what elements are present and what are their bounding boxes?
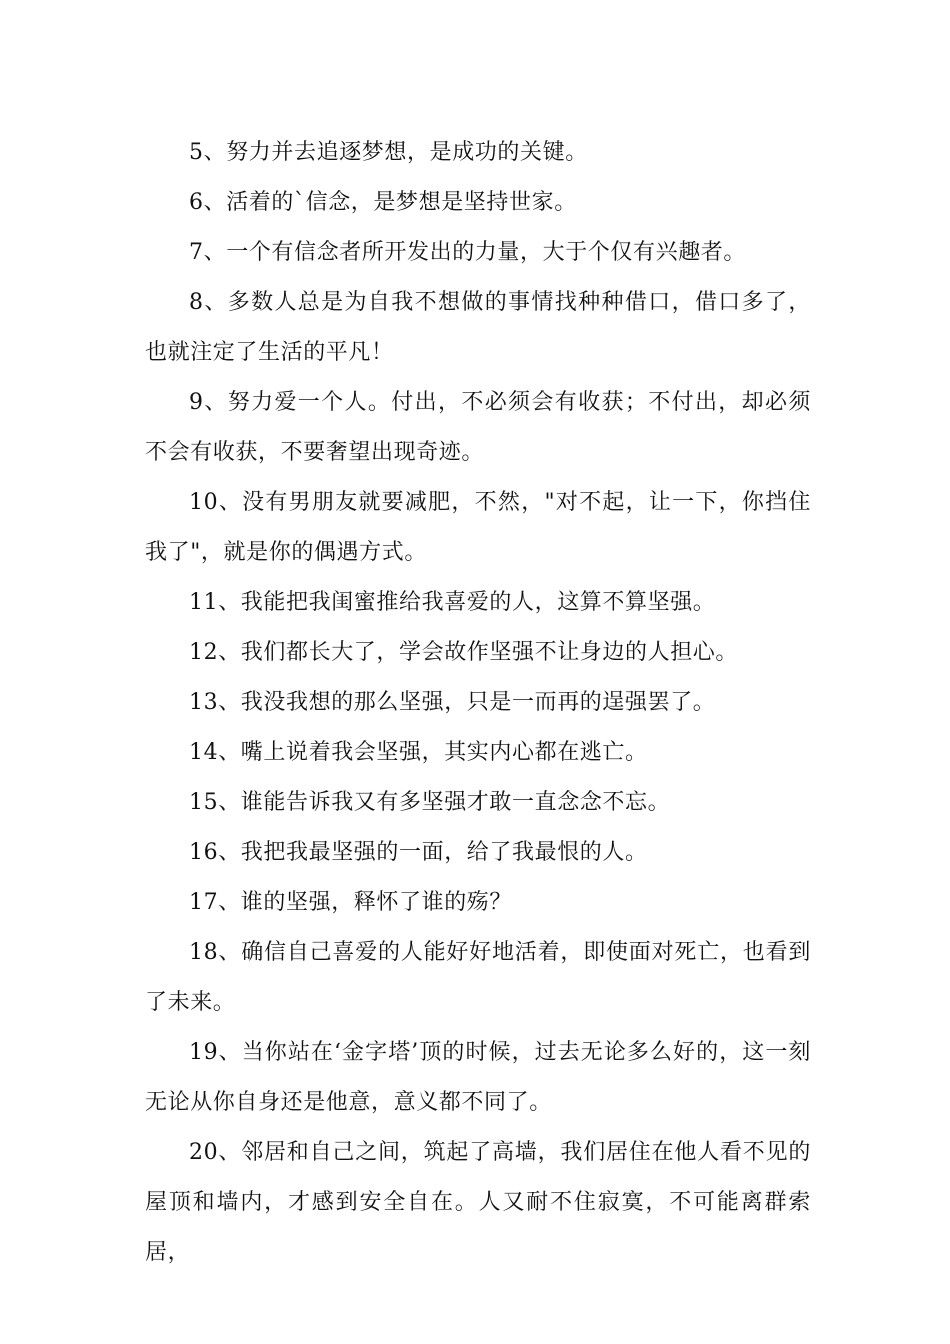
paragraph-20: 20、邻居和自己之间，筑起了高墙，我们居住在他人看不见的屋顶和墙内，才感到安全自在。人又耐不住寂寞，不可能离群索居， [145, 1140, 811, 1265]
paragraph-8: 8、多数人总是为自我不想做的事情找种种借口，借口多了，也就注定了生活的平凡！ [145, 290, 811, 365]
paragraph-14: 14、嘴上说着我会坚强，其实内心都在逃亡。 [189, 740, 648, 765]
paragraph-7: 7、一个有信念者所开发出的力量，大于个仅有兴趣者。 [189, 240, 746, 265]
paragraph-6: 6、活着的`信念，是梦想是坚持世家。 [189, 190, 577, 215]
paragraph-11: 11、我能把我闺蜜推给我喜爱的人，这算不算坚强。 [189, 590, 716, 615]
paragraph-16: 16、我把我最坚强的一面，给了我最恨的人。 [189, 840, 648, 865]
document-body [145, 128, 811, 1278]
paragraph-9: 9、努力爱一个人。付出，不必须会有收获；不付出，却必须不会有收获，不要奢望出现奇迹。 [145, 390, 811, 465]
paragraph-18: 18、确信自己喜爱的人能好好地活着，即使面对死亡，也看到了未来。 [145, 940, 811, 1015]
paragraph-13: 13、我没我想的那么坚强，只是一而再的逞强罢了。 [189, 690, 716, 715]
paragraph-15: 15、谁能告诉我又有多坚强才敢一直念念不忘。 [189, 790, 671, 815]
paragraph-17: 17、谁的坚强，释怀了谁的殇？ [189, 890, 512, 915]
paragraph-12: 12、我们都长大了，学会故作坚强不让身边的人担心。 [189, 640, 738, 665]
paragraph-5: 5、努力并去追逐梦想，是成功的关键。 [189, 140, 588, 165]
paragraph-19: 19、当你站在‘金字塔’顶的时候，过去无论多么好的，这一刻无论从你自身还是他意，意义都不同了。 [145, 1040, 811, 1115]
paragraph-10: 10、没有男朋友就要减肥，不然，"对不起，让一下，你挡住我了"，就是你的偶遇方式。 [145, 490, 811, 565]
